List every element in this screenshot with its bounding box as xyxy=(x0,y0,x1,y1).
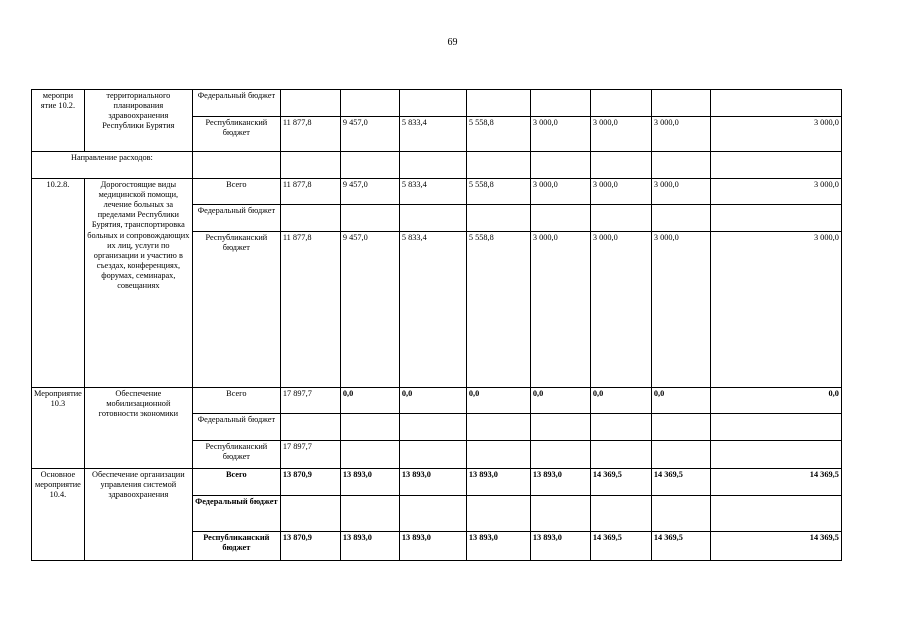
value-cell: 5 833,4 xyxy=(399,232,466,388)
table-row xyxy=(32,469,842,496)
value-cell: 0,0 xyxy=(530,388,590,414)
event-code-cell: 10.2.8. xyxy=(32,179,85,388)
value-cell: 13 893,0 xyxy=(340,469,399,496)
source-federal-cell: Федеральный бюджет xyxy=(192,205,280,232)
event-code-cell: Основное мероприятие 10.4. xyxy=(32,469,85,561)
value-cell: 14 369,5 xyxy=(590,469,651,496)
source-total-cell: Всего xyxy=(192,388,280,414)
value-cell: 17 897,7 xyxy=(280,388,340,414)
value-cell: 5 833,4 xyxy=(399,117,466,152)
value-cell: 3 000,0 xyxy=(530,117,590,152)
value-cell: 13 893,0 xyxy=(399,469,466,496)
value-cell: 14 369,5 xyxy=(651,532,710,561)
value-cell: 11 877,8 xyxy=(280,117,340,152)
value-cell: 3 000,0 xyxy=(530,179,590,205)
value-cell: 3 000,0 xyxy=(710,117,841,152)
value-cell: 3 000,0 xyxy=(710,232,841,388)
event-name-cell: Дорогостоящие виды медицинской помощи, лечение больных за пределами Республики Бурятия, транспортировка больных и сопровождающих их лиц, услуги по организации и участию в съездах, конференциях, форумах, семинарах, совещаниях xyxy=(84,179,192,388)
value-cell: 0,0 xyxy=(340,388,399,414)
value-cell: 0,0 xyxy=(590,388,651,414)
source-republic-cell: Республиканский бюджет xyxy=(192,441,280,469)
source-federal-cell: Федеральный бюджет xyxy=(192,414,280,441)
value-cell: 5 558,8 xyxy=(466,117,530,152)
event-name-cell: Обеспечение организации управления системой здравоохранения xyxy=(84,469,192,561)
value-cell: 17 897,7 xyxy=(280,441,340,469)
value-cell: 14 369,5 xyxy=(710,532,841,561)
value-cell: 13 893,0 xyxy=(530,469,590,496)
value-cell: 13 893,0 xyxy=(399,532,466,561)
value-cell: 3 000,0 xyxy=(651,179,710,205)
event-name-cell: территориального планирования здравоохранения Республики Бурятия xyxy=(84,90,192,152)
value-cell: 0,0 xyxy=(710,388,841,414)
source-total-cell: Всего xyxy=(192,179,280,205)
value-cell: 0,0 xyxy=(399,388,466,414)
value-cell: 14 369,5 xyxy=(590,532,651,561)
value-cell: 13 893,0 xyxy=(530,532,590,561)
value-cell: 9 457,0 xyxy=(340,117,399,152)
value-cell: 14 369,5 xyxy=(651,469,710,496)
value-cell: 3 000,0 xyxy=(710,179,841,205)
value-cell: 3 000,0 xyxy=(651,232,710,388)
value-cell: 3 000,0 xyxy=(530,232,590,388)
value-cell: 13 893,0 xyxy=(466,532,530,561)
value-cell: 3 000,0 xyxy=(590,232,651,388)
value-cell: 13 893,0 xyxy=(340,532,399,561)
source-republic-cell: Республиканский бюджет xyxy=(192,532,280,561)
value-cell: 13 870,9 xyxy=(280,469,340,496)
table-row xyxy=(32,152,842,179)
table-row xyxy=(32,90,842,117)
value-cell: 14 369,5 xyxy=(710,469,841,496)
value-cell: 0,0 xyxy=(651,388,710,414)
source-republic-cell: Республиканский бюджет xyxy=(192,232,280,388)
value-cell: 11 877,8 xyxy=(280,232,340,388)
source-republic-cell: Республиканский бюджет xyxy=(192,117,280,152)
table-row xyxy=(32,179,842,205)
value-cell: 5 558,8 xyxy=(466,179,530,205)
value-cell: 3 000,0 xyxy=(651,117,710,152)
page-number: 69 xyxy=(447,37,458,48)
value-cell: 9 457,0 xyxy=(340,179,399,205)
event-name-cell: Обеспечение мобилизационной готовности экономики xyxy=(84,388,192,469)
value-cell: 13 870,9 xyxy=(280,532,340,561)
value-cell: 3 000,0 xyxy=(590,179,651,205)
table-row xyxy=(32,388,842,414)
event-code-cell: меропри ятие 10.2. xyxy=(32,90,85,152)
value-cell: 5 833,4 xyxy=(399,179,466,205)
value-cell: 3 000,0 xyxy=(590,117,651,152)
source-total-cell: Всего xyxy=(192,469,280,496)
budget-table xyxy=(31,89,842,561)
value-cell: 13 893,0 xyxy=(466,469,530,496)
value-cell: 9 457,0 xyxy=(340,232,399,388)
value-cell: 0,0 xyxy=(466,388,530,414)
value-cell: 11 877,8 xyxy=(280,179,340,205)
source-federal-cell: Федеральный бюджет xyxy=(192,496,280,532)
direction-label: Направление расходов: xyxy=(32,152,193,179)
event-code-cell: Мероприятие 10.3 xyxy=(32,388,85,469)
source-federal-cell: Федеральный бюджет xyxy=(192,90,280,117)
value-cell: 5 558,8 xyxy=(466,232,530,388)
